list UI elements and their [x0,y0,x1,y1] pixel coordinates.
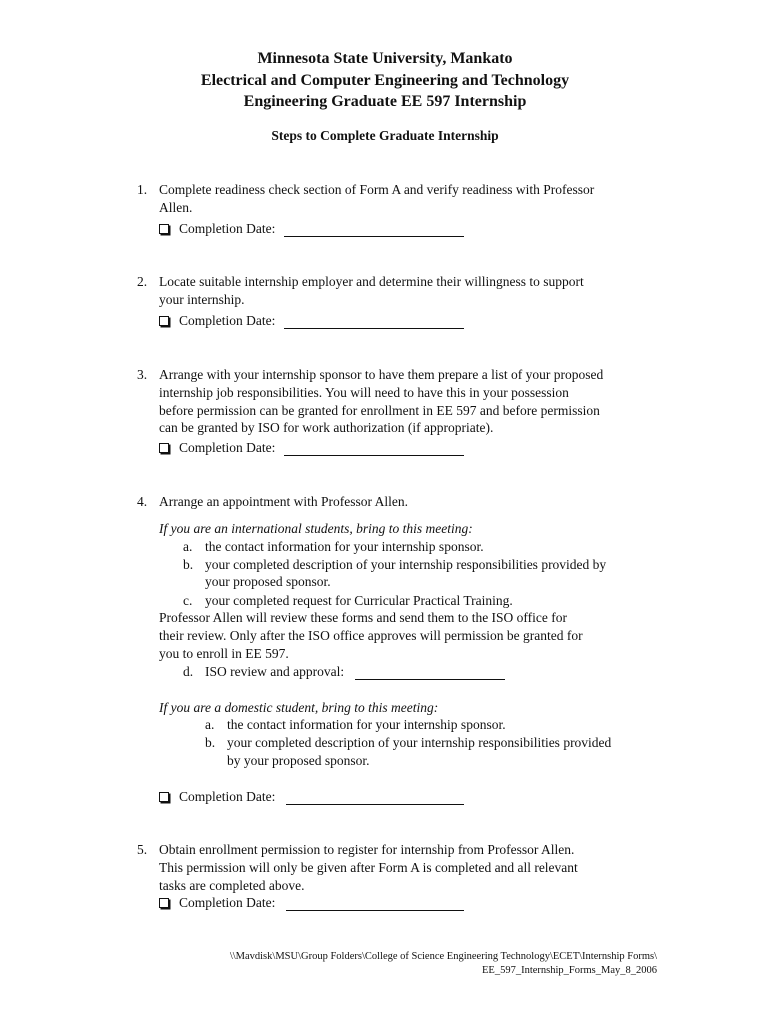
step-2-text-line: your internship. [159,292,245,307]
step-5-text-line: This permission will only be given after Form A is completed and all relevant [159,860,578,875]
step-5-text-line: Obtain enrollment permission to register for internship from Professor Allen. [159,842,575,857]
international-item-b: your proposed sponsor. [205,574,331,589]
step-1-text-line: Allen. [159,200,193,215]
step-3-text-line: internship job responsibilities. You will need to have this in your possession [159,385,569,400]
international-note-line: Professor Allen will review these forms and send them to the ISO office for [159,610,568,625]
step-5-completion-date-field[interactable] [286,897,464,911]
step-1-completion [159,220,464,238]
step-3-text-line: Arrange with your internship sponsor to have them prepare a list of your proposed [159,367,604,382]
domestic-item-a: the contact information for your internship sponsor. [227,717,506,732]
step-5-number: 5. [137,842,148,857]
step-4-number: 4. [137,494,148,509]
step-1-number: 1. [137,182,148,197]
completion-date-label: Completion Date: [179,313,276,328]
international-item-b-letter: b. [183,557,194,572]
checkbox-icon[interactable] [159,792,169,802]
iso-review-approval-field[interactable] [355,666,505,680]
footer-path-line: \\Mavdisk\MSU\Group Folders\College of Science Engineering Technology\ECET\Internship Forms\ [229,951,657,962]
step-2-completion-date-field[interactable] [284,315,464,329]
completion-date-label: Completion Date: [179,895,276,910]
step-4-completion-date-field[interactable] [286,791,464,805]
domestic-item-a-letter: a. [205,717,215,732]
step-2-number: 2. [137,274,148,289]
checkbox-icon[interactable] [159,224,169,234]
domestic-item-b: by your proposed sponsor. [227,753,370,768]
international-item-a: the contact information for your internship sponsor. [205,539,484,554]
international-note-line: their review. Only after the ISO office approves will permission be granted for [159,628,583,643]
step-2-completion [159,312,464,330]
iso-review-letter: d. [183,664,194,679]
department-title: Electrical and Computer Engineering and Technology [200,72,570,89]
international-item-c-letter: c. [183,593,193,608]
domestic-item-b: your completed description of your internship responsibilities provided [227,735,612,750]
completion-date-label: Completion Date: [179,221,276,236]
step-3-completion-date-field[interactable] [284,442,464,456]
course-title: Engineering Graduate EE 597 Internship [243,93,527,110]
step-3-text-line: can be granted by ISO for work authorization (if appropriate). [159,420,494,435]
steps-subtitle: Steps to Complete Graduate Internship [271,128,499,143]
step-4-completion [159,788,464,806]
domestic-item-b-letter: b. [205,735,216,750]
step-4-intro: Arrange an appointment with Professor Allen. [159,494,408,509]
step-2-text-line: Locate suitable internship employer and determine their willingness to support [159,274,584,289]
checkbox-icon[interactable] [159,898,169,908]
international-item-c: your completed request for Curricular Practical Training. [205,593,513,608]
footer-filename: EE_597_Internship_Forms_May_8_2006 [482,965,657,976]
completion-date-label: Completion Date: [179,440,276,455]
step-3-number: 3. [137,367,148,382]
international-heading: If you are an international students, bring to this meeting: [159,521,473,536]
iso-review-item [205,663,505,681]
checkbox-icon[interactable] [159,316,169,326]
international-note-line: you to enroll in EE 597. [159,646,289,661]
step-5-completion [159,894,464,912]
step-5-text-line: tasks are completed above. [159,878,305,893]
step-3-text-line: before permission can be granted for enrollment in EE 597 and before permission [159,403,600,418]
international-item-a-letter: a. [183,539,193,554]
checkbox-icon[interactable] [159,443,169,453]
international-item-b: your completed description of your internship responsibilities provided by [205,557,607,572]
domestic-heading: If you are a domestic student, bring to this meeting: [159,700,439,715]
university-title: Minnesota State University, Mankato [257,50,513,67]
completion-date-label: Completion Date: [179,789,276,804]
step-3-completion [159,439,464,457]
step-1-text-line: Complete readiness check section of Form A and verify readiness with Professor [159,182,595,197]
iso-review-label: ISO review and approval: [205,664,345,679]
step-1-completion-date-field[interactable] [284,223,464,237]
